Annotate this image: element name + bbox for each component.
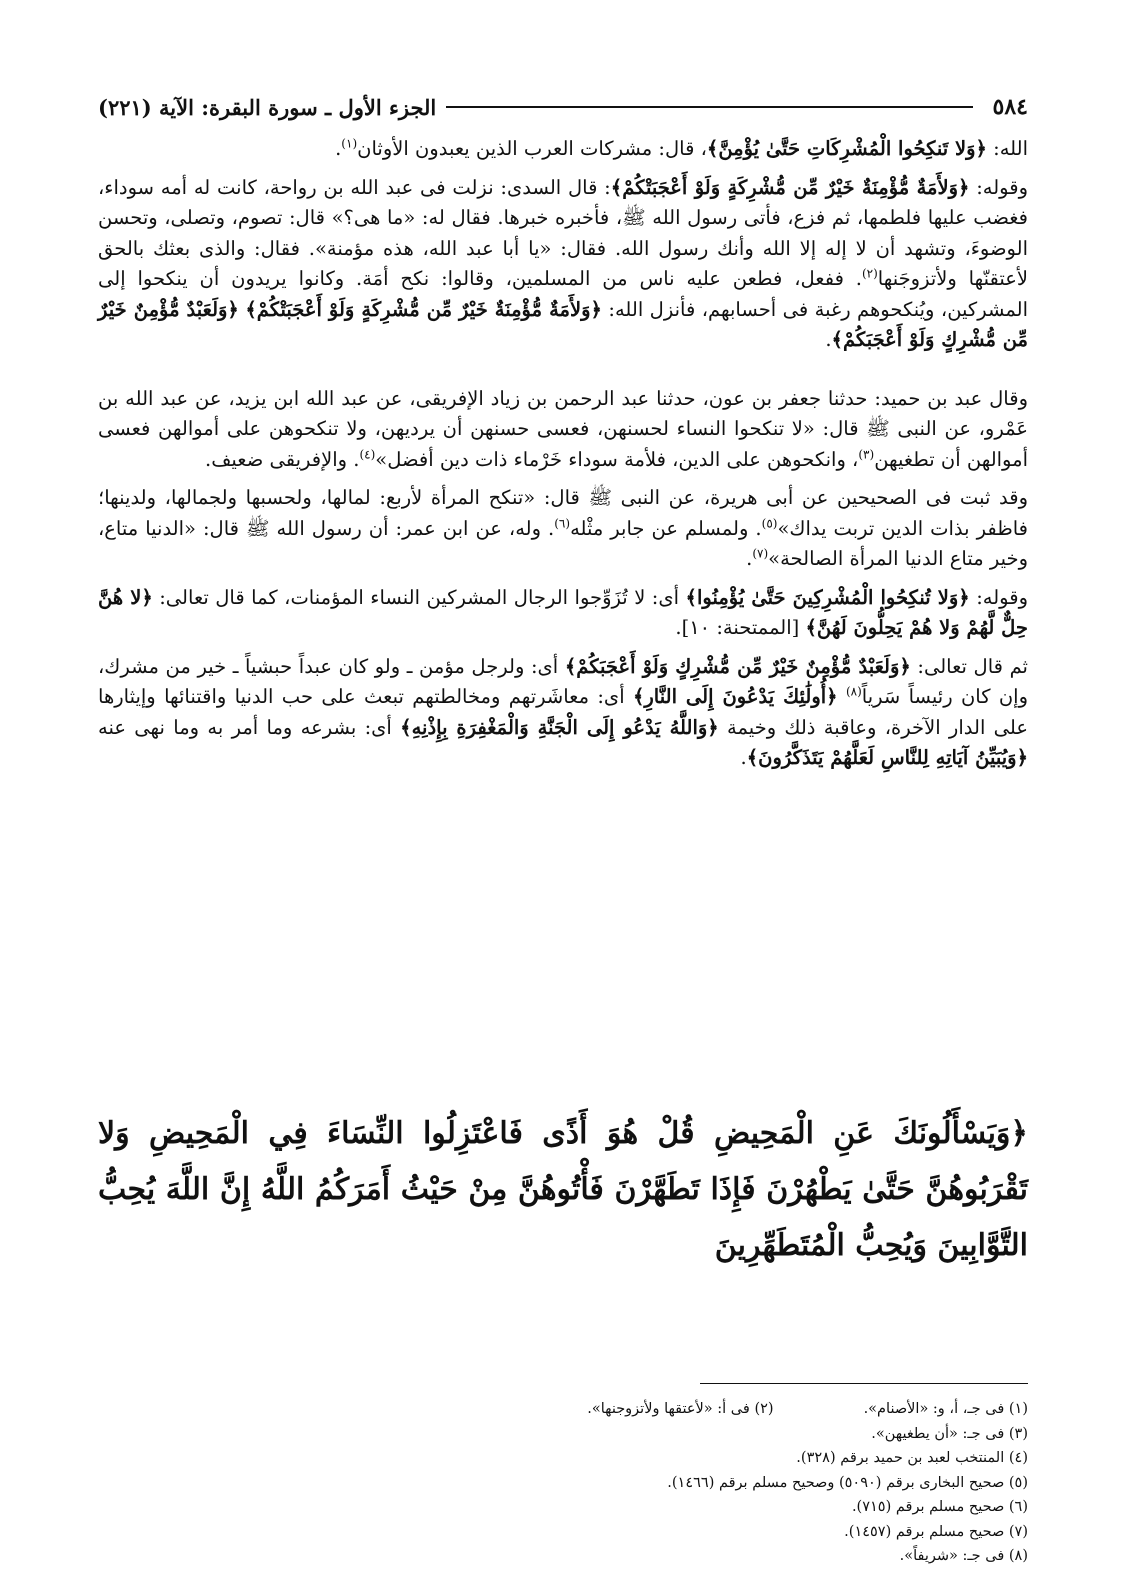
p3-text-1: وقال عبد بن حميد: حدثنا جعفر بن عون، حدثنا عبد الرحمن بن زياد الإفريقى، عن عبد الله ابن يزيد، عن عبد الله بن عَمْرو، عن النبى ﷺ قال: «لا تنكحوا النساء لحسنهن، فعسى حسنهن أن يرديهن، ولا تنكحوهن على أموالهن فعسى أموالهن أن تطغيهن [98,386,1028,471]
paragraph-1 [98,134,1028,165]
p6-text-2: أى: معاشَرتهم ومخالطتهم تبعث على حب الدنيا واقتنائها وإيثارها على الدار الآخرة، وعاقبة ذلك وخيمة [98,685,1029,739]
footnote-ref[interactable]: (٣) [858,447,875,461]
p5-prefix: وقوله: [969,585,1028,609]
footnote-row [300,1397,1028,1422]
quran-quote: ﴿وَاللَّهُ يَدْعُو إِلَى الْجَنَّةِ وَالْمَغْفِرَةِ بِإِذْنِهِ﴾ [400,715,719,739]
p4-text-2: . ولمسلم عن جابر مثْله [570,516,762,540]
footnote-ref[interactable]: (٦) [554,516,571,530]
header-rule [446,106,972,108]
p4-end: . [746,547,753,570]
p2-prefix: وقوله: [969,175,1028,199]
p4-text-3: . وله، عن ابن عمر: أن رسول الله ﷺ قال: «الدنيا متاع، وخير متاع الدنيا المرأة الصالحة» [98,516,1028,570]
p5-text-2: [الممتحنة: ١٠]. [675,616,806,639]
p2-text-2: . ففعل، فطعن عليه ناس من المسلمين، وقالوا: نكح أمَة. وكانوا يريدون أن ينكحوا إلى المشركين، ويُنكحوهم رغبة فى أحسابهم، فأنزل الله: [98,267,1028,321]
p4-text-1: وقد ثبت فى الصحيحين عن أبى هريرة، عن النبى ﷺ قال: «تنكح المرأة لأربع: لمالها، ولحسبها ولجمالها، ولدينها؛ فاظفر بذات الدين تربت يداك» [98,486,1028,540]
paragraph-3 [98,384,1028,476]
footnote-divider [700,1383,1028,1384]
body-text [98,134,1028,774]
page-header [98,92,1028,122]
p3-text-3: . والإفريقى ضعيف. [205,447,360,471]
footnote-2: (٢) فى أ: «لأعتقها ولأتزوجنها». [587,1401,774,1417]
running-title: الجزء الأول ـ سورة البقرة: الآية (٢٢١) [98,94,437,120]
footnote-1: (١) فى جـ، أ، و: «الأصنام». [863,1401,1028,1417]
quran-quote: ﴿وَلأَمَةٌ مُّؤْمِنَةٌ خَيْرٌ مِّن مُّشْرِكَةٍ وَلَوْ أَعْجَبَتْكُمْ﴾ [245,297,602,321]
p6-end: . [740,746,747,769]
paragraph-4 [98,483,1028,575]
p1-prefix: الله: [986,137,1028,160]
footnote-ref[interactable]: (٥) [761,516,778,530]
footnote-ref[interactable]: (٢) [861,266,878,281]
footnote-ref[interactable]: (٨) [845,684,862,699]
footnote-4: (٤) المنتخب لعبد بن حميد برقم (٣٢٨). [796,1450,1028,1466]
verse-block: ﴿وَيَسْأَلُونَكَ عَنِ الْمَحِيضِ قُلْ هُوَ أَذًى فَاعْتَزِلُوا النِّسَاءَ فِي الْمَحِيضِ وَلا تَقْرَبُوهُنَّ حَتَّىٰ يَطْهُرْنَ فَإِذَا تَطَهَّرْنَ فَأْتُوهُنَّ مِنْ حَيْثُ أَمَرَكُمُ اللَّهُ إِنَّ اللَّهَ يُحِبُّ التَّوَّابِينَ وَيُحِبُّ الْمُتَطَهِّرِينَ [98,1116,1028,1263]
paragraph-6 [98,652,1028,774]
quran-quote: ﴿وَلا تُنكِحُوا الْمُشْرِكِينَ حَتَّىٰ يُؤْمِنُوا﴾ [685,585,970,609]
footnote-ref[interactable]: (١) [341,136,358,151]
quran-quote: ﴿أُولَٰئِكَ يَدْعُونَ إِلَى النَّارِ﴾ [632,685,838,708]
p2-end: . [825,328,832,351]
quran-quote: ﴿وَلا تَنكِحُوا الْمُشْرِكَاتِ حَتَّىٰ يُؤْمِنَّ﴾ [706,137,987,160]
paragraph-5 [98,583,1028,644]
p3-text-2: ، وانكحوهن على الدين، فلأمة سوداء خَرْماء ذات دين أفضل» [375,447,859,471]
quran-quote: ﴿لا هُنَّ حِلٌّ لَّهُمْ وَلا هُمْ يَحِلُّونَ لَهُنَّ﴾ [98,585,1028,639]
footnotes [300,1397,1028,1569]
p6-text-1: أى: ولرجل مؤمن ـ ولو كان عبداً حبشياً ـ خير من مشرك، وإن كان رئيساً سَرياً [98,654,1029,708]
footnote-5: (٥) صحيح البخارى برقم (٥٠٩٠) وصحيح مسلم برقم (١٤٦٦). [667,1474,1028,1491]
p6-prefix: ثم قال تعالى: [910,654,1028,678]
footnote-7: (٧) صحيح مسلم برقم (١٤٥٧). [844,1523,1028,1540]
paragraph-2 [98,173,1028,356]
footnote-6: (٦) صحيح مسلم برقم (٧١٥). [851,1499,1028,1515]
quran-quote: ﴿وَيُبَيِّنُ آيَاتِهِ لِلنَّاسِ لَعَلَّهُمْ يَتَذَكَّرُونَ﴾ [746,746,1028,769]
quran-quote: ﴿وَلأَمَةٌ مُّؤْمِنَةٌ خَيْرٌ مِّن مُّشْرِكَةٍ وَلَوْ أَعْجَبَتْكُمْ﴾ [610,175,970,199]
p1-text: ، قال: مشركات العرب الذين يعبدون الأوثان [357,137,707,160]
quran-quote: ﴿وَلَعَبْدٌ مُّؤْمِنٌ خَيْرٌ مِّن مُّشْرِكٍ وَلَوْ أَعْجَبَكُمْ﴾ [564,654,911,678]
p2-text-1: : قال السدى: نزلت فى عبد الله بن رواحة، كانت له أمه سوداء، فغضب عليها فلطمها، ثم فزع، فأتى رسول الله ﷺ، فأخبره خبرها. فقال له: «ما هى؟» قال: تصوم، وتصلى، وتحسن الوضوءَ، وتشهد أن لا إله إلا الله وأنك رسول الله. فقال: «يا أبا عبد الله، هذه مؤمنة». فقال: والذى بعثك بالحق لأعتقنّها ولأتزوجَنها [98,175,1028,290]
p1-end: . [335,137,342,160]
footnote-8: (٨) فى جـ: «شريفاً». [899,1548,1028,1564]
footnote-3: (٣) فى جـ: «أن يطغيهن». [871,1425,1028,1442]
quran-quote: ﴿وَلَعَبْدٌ مُّؤْمِنٌ خَيْرٌ مِّن مُّشْرِكٍ وَلَوْ أَعْجَبَكُمْ﴾ [98,297,1028,351]
page-number: ٥٨٤ [992,94,1028,120]
p5-text-1: أى: لا تُزَوِّجوا الرجال المشركين النساء المؤمنات، كما قال تعالى: [152,585,686,609]
footnote-ref[interactable]: (٧) [752,546,769,561]
p6-text-3: أى: بشرعه وما أمر به وما نهى عنه [98,715,401,739]
footnote-ref[interactable]: (٤) [359,447,376,461]
